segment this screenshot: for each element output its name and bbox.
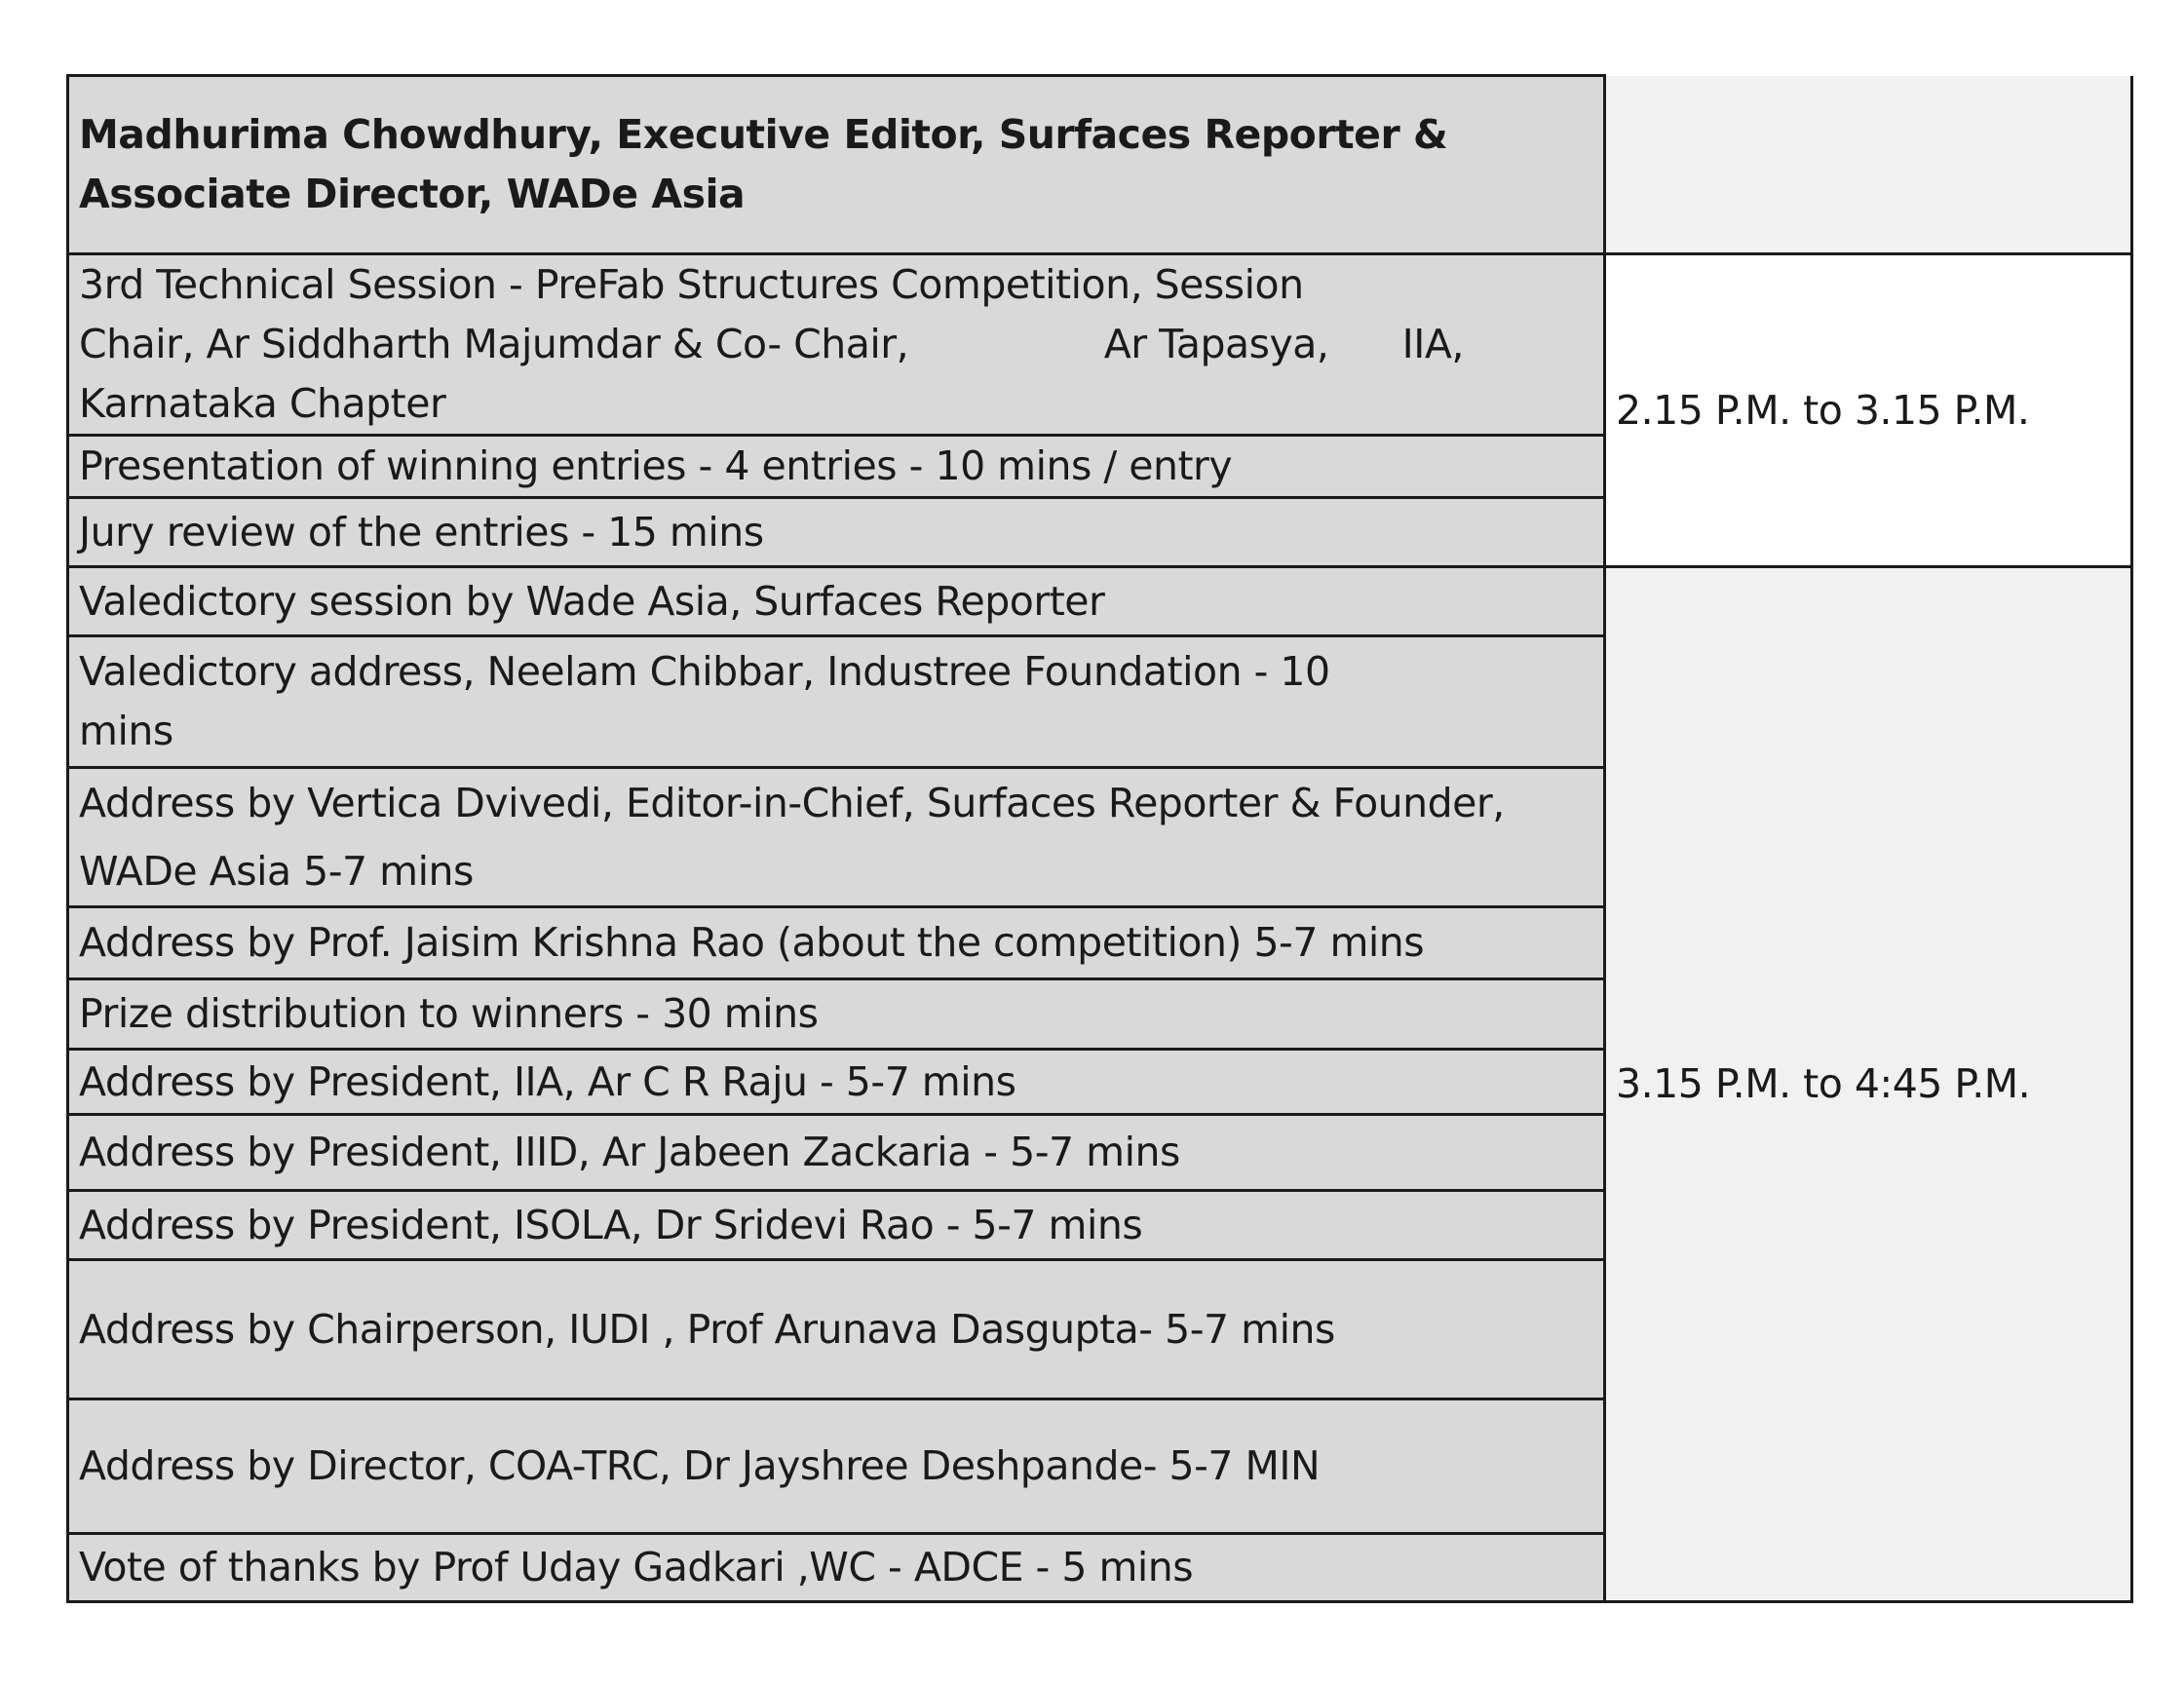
- agenda-item-line-1: Valedictory address, Neelam Chibbar, Industree Foundation - 10: [79, 648, 1330, 695]
- empty-time-cell: [1605, 76, 2132, 254]
- agenda-item: Address by Director, COA-TRC, Dr Jayshree Deshpande- 5-7 MIN: [68, 1399, 1605, 1534]
- agenda-item: Presentation of winning entries - 4 entries - 10 mins / entry: [68, 436, 1605, 498]
- table-row: [68, 76, 2132, 254]
- session-title-cell: [68, 254, 1605, 436]
- agenda-item: [68, 636, 1605, 768]
- session-title-line-1: 3rd Technical Session - PreFab Structures Competition, Session: [79, 261, 1304, 308]
- agenda-item: Prize distribution to winners - 30 mins: [68, 979, 1605, 1050]
- table-row: [68, 567, 2132, 636]
- session-title-line-2: Chair, Ar Siddharth Majumdar & Co- Chair, Ar Tapasya, IIA,: [79, 321, 1464, 367]
- agenda-item: Jury review of the entries - 15 mins: [68, 498, 1605, 567]
- time-slot-2: 3.15 P.M. to 4:45 P.M.: [1605, 567, 2132, 1602]
- agenda-item-line-1: Address by Vertica Dvivedi, Editor-in-Chief, Surfaces Reporter & Founder,: [79, 780, 1505, 826]
- moderator-cell: Madhurima Chowdhury, Executive Editor, Surfaces Reporter & Associate Director, WADe Asia: [68, 76, 1605, 254]
- agenda-item: Address by President, ISOLA, Dr Sridevi Rao - 5-7 mins: [68, 1191, 1605, 1260]
- agenda-item-line-2: mins: [79, 708, 173, 754]
- agenda-item: Address by Chairperson, IUDI , Prof Arunava Dasgupta- 5-7 mins: [68, 1260, 1605, 1399]
- agenda-item: Valedictory session by Wade Asia, Surfaces Reporter: [68, 567, 1605, 636]
- agenda-item: Address by President, IIID, Ar Jabeen Zackaria - 5-7 mins: [68, 1115, 1605, 1191]
- agenda-item: Address by President, IIA, Ar C R Raju - 5-7 mins: [68, 1050, 1605, 1115]
- agenda-item-line-2: WADe Asia 5-7 mins: [79, 848, 474, 895]
- agenda-item: [68, 768, 1605, 907]
- agenda-item: Vote of thanks by Prof Uday Gadkari ,WC - ADCE - 5 mins: [68, 1534, 1605, 1602]
- session-title-line-3: Karnataka Chapter: [79, 380, 446, 427]
- agenda-table: [66, 74, 2133, 1603]
- table-row: [68, 254, 2132, 436]
- agenda-item: Address by Prof. Jaisim Krishna Rao (about the competition) 5-7 mins: [68, 907, 1605, 979]
- time-slot-1: 2.15 P.M. to 3.15 P.M.: [1605, 254, 2132, 567]
